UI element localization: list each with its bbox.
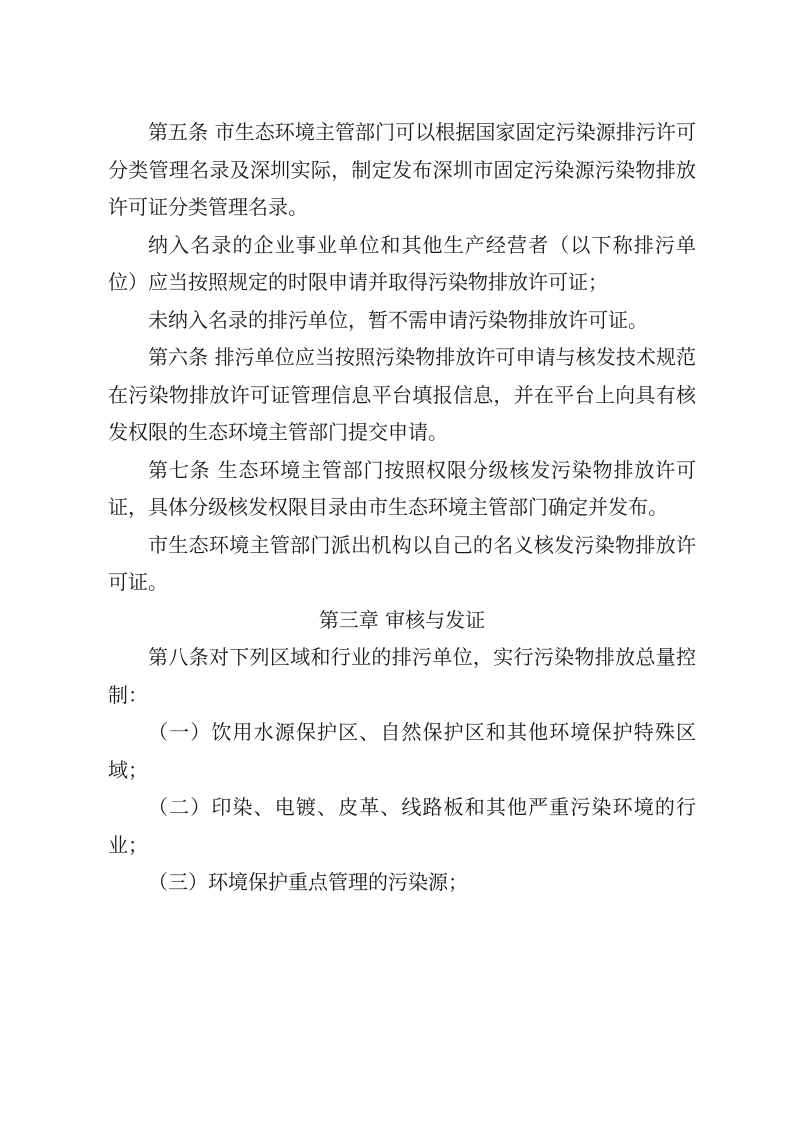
article-8-item-3: （三）环境保护重点管理的污染源； [148, 870, 468, 894]
article-7-clause-agency: 市生态环境主管部门派出机构以自己的名义核发污染物排放许可证。 [108, 532, 696, 594]
article-5-paragraph: 第五条 市生态环境主管部门可以根据国家固定污染源排污许可分类管理名录及深圳实际，制定发布深圳市固定污染源污染物排放许可证分类管理名录。 [108, 120, 696, 219]
article-8-item-2: （二）印染、电镀、皮革、线路板和其他严重污染环境的行业； [108, 795, 696, 857]
article-7-paragraph: 第七条 生态环境主管部门按照权限分级核发污染物排放许可证，具体分级核发权限目录由市生态环境主管部门确定并发布。 [108, 457, 696, 519]
article-8-paragraph: 第八条对下列区域和行业的排污单位，实行污染物排放总量控制： [108, 645, 696, 707]
article-5-clause-excluded: 未纳入名录的排污单位，暂不需申请污染物排放许可证。 [148, 307, 648, 332]
document-body [108, 114, 696, 902]
article-6-paragraph: 第六条 排污单位应当按照污染物排放许可申请与核发技术规范在污染物排放许可证管理信息平台填报信息，并在平台上向具有核发权限的生态环境主管部门提交申请。 [108, 345, 696, 444]
article-5-clause-included: 纳入名录的企业事业单位和其他生产经营者（以下称排污单位）应当按照规定的时限申请并取得污染物排放许可证； [108, 232, 696, 294]
chapter-title: 第三章 审核与发证 [318, 607, 486, 632]
article-8-item-1: （一）饮用水源保护区、自然保护区和其他环境保护特殊区域； [108, 720, 696, 782]
